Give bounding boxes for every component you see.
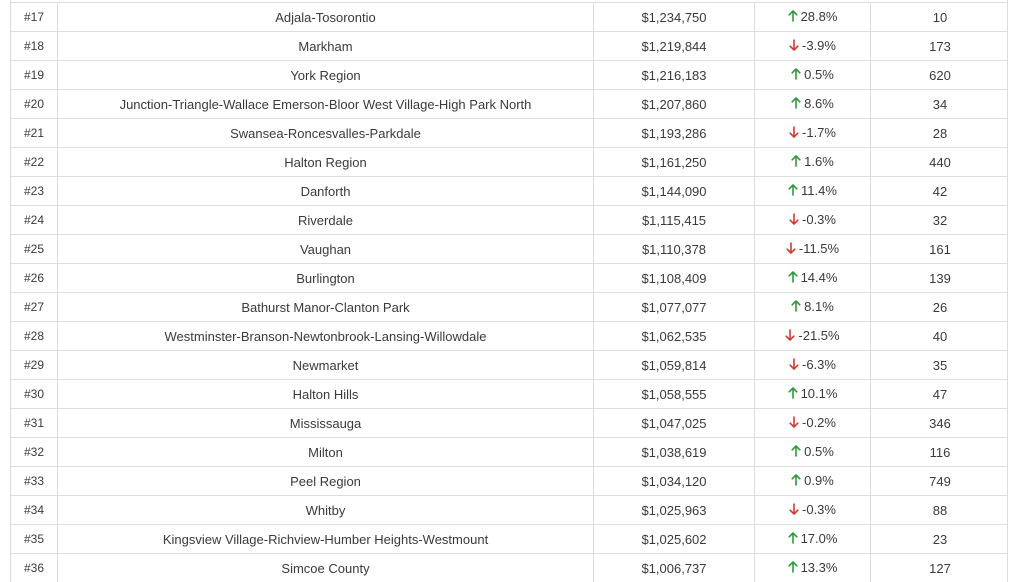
price-change-value: 10.1%: [800, 385, 838, 401]
neighbourhood-name-cell: Whitby: [58, 496, 594, 525]
sales-count-cell: 42: [871, 177, 1009, 206]
rank-cell: #34: [11, 496, 58, 525]
neighbourhood-name-cell: Burlington: [58, 264, 594, 293]
neighbourhood-name-cell: Swansea-Roncesvalles-Parkdale: [58, 119, 594, 148]
rank-cell: #35: [11, 525, 58, 554]
average-price-cell: $1,058,555: [594, 380, 755, 409]
rank-cell: #22: [11, 148, 58, 177]
price-change-cell: [755, 351, 871, 380]
sales-count-cell: 23: [871, 525, 1009, 554]
table-row: [11, 206, 1008, 235]
neighbourhood-name-cell: Riverdale: [58, 206, 594, 235]
arrow-down-icon: [785, 329, 795, 341]
price-change-cell: [755, 293, 871, 322]
arrow-up-icon: [791, 68, 801, 80]
sales-count-cell: 346: [871, 409, 1009, 438]
average-price-cell: $1,193,286: [594, 119, 755, 148]
price-change-cell: [755, 206, 871, 235]
sales-count-cell: 32: [871, 206, 1009, 235]
rank-cell: #32: [11, 438, 58, 467]
sales-count-cell: 161: [871, 235, 1009, 264]
rank-cell: #17: [11, 3, 58, 32]
price-change-cell: [755, 496, 871, 525]
rank-cell: #19: [11, 61, 58, 90]
table-row: [11, 496, 1008, 525]
neighbourhood-name-cell: Newmarket: [58, 351, 594, 380]
arrow-down-icon: [789, 213, 799, 225]
price-change-cell: [755, 322, 871, 351]
price-change-cell: [755, 61, 871, 90]
price-change-value: 17.0%: [800, 530, 838, 546]
price-change-value: 28.8%: [800, 8, 838, 24]
arrow-up-icon: [788, 561, 798, 573]
price-change-value: 0.9%: [804, 472, 834, 488]
arrow-up-icon: [791, 474, 801, 486]
neighbourhood-name-cell: Kingsview Village-Richview-Humber Heights-Westmount: [58, 525, 594, 554]
sales-count-cell: 35: [871, 351, 1009, 380]
price-change-value: 11.4%: [801, 182, 837, 198]
price-change-value: -0.3%: [802, 211, 836, 227]
rank-cell: #28: [11, 322, 58, 351]
sales-count-cell: 440: [871, 148, 1009, 177]
price-change-value: -21.5%: [798, 327, 840, 343]
rank-cell: #23: [11, 177, 58, 206]
arrow-down-icon: [789, 416, 799, 428]
average-price-cell: $1,006,737: [594, 554, 755, 582]
average-price-cell: $1,144,090: [594, 177, 755, 206]
table-row: [11, 438, 1008, 467]
arrow-down-icon: [789, 39, 799, 51]
sales-count-cell: 26: [871, 293, 1009, 322]
neighbourhood-name-cell: Mississauga: [58, 409, 594, 438]
table-row: [11, 293, 1008, 322]
price-change-cell: [755, 438, 871, 467]
table-row: [11, 90, 1008, 119]
average-price-cell: $1,161,250: [594, 148, 755, 177]
sales-count-cell: 749: [871, 467, 1009, 496]
sales-count-cell: 127: [871, 554, 1009, 582]
price-change-value: 14.4%: [800, 269, 838, 285]
neighbourhood-name-cell: Halton Region: [58, 148, 594, 177]
average-price-cell: $1,110,378: [594, 235, 755, 264]
price-change-value: -11.5%: [798, 240, 840, 256]
average-price-cell: $1,077,077: [594, 293, 755, 322]
price-change-cell: [755, 32, 871, 61]
arrow-up-icon: [788, 184, 798, 196]
price-change-value: -0.2%: [802, 414, 836, 430]
table-row: [11, 554, 1008, 582]
neighbourhood-name-cell: Vaughan: [58, 235, 594, 264]
price-change-cell: [755, 554, 871, 582]
sales-count-cell: 40: [871, 322, 1009, 351]
table-row: [11, 351, 1008, 380]
sales-count-cell: 10: [871, 3, 1009, 32]
price-change-value: 1.6%: [804, 153, 834, 169]
price-change-value: 13.3%: [800, 559, 838, 575]
table-row: [11, 177, 1008, 206]
price-change-cell: [755, 3, 871, 32]
price-change-cell: [755, 235, 871, 264]
average-price-cell: $1,047,025: [594, 409, 755, 438]
rank-cell: #31: [11, 409, 58, 438]
price-change-cell: [755, 525, 871, 554]
sales-count-cell: 47: [871, 380, 1009, 409]
arrow-down-icon: [786, 242, 796, 254]
average-price-cell: $1,216,183: [594, 61, 755, 90]
price-change-value: 0.5%: [804, 66, 834, 82]
neighbourhood-name-cell: York Region: [58, 61, 594, 90]
price-change-cell: [755, 148, 871, 177]
arrow-up-icon: [788, 10, 798, 22]
neighbourhood-name-cell: Peel Region: [58, 467, 594, 496]
average-price-cell: $1,207,860: [594, 90, 755, 119]
average-price-cell: $1,034,120: [594, 467, 755, 496]
table-row: [11, 119, 1008, 148]
sales-count-cell: 88: [871, 496, 1009, 525]
price-change-cell: [755, 177, 871, 206]
table-row: [11, 61, 1008, 90]
arrow-up-icon: [788, 271, 798, 283]
table-row: [11, 264, 1008, 293]
rank-cell: #25: [11, 235, 58, 264]
average-price-cell: $1,108,409: [594, 264, 755, 293]
sales-count-cell: 139: [871, 264, 1009, 293]
table-row: [11, 322, 1008, 351]
rank-cell: #27: [11, 293, 58, 322]
arrow-up-icon: [788, 532, 798, 544]
rank-cell: #26: [11, 264, 58, 293]
price-change-value: -0.3%: [802, 501, 836, 517]
neighbourhood-name-cell: Simcoe County: [58, 554, 594, 582]
arrow-down-icon: [789, 358, 799, 370]
ranking-table: [11, 2, 1008, 582]
table-row: [11, 3, 1008, 32]
arrow-up-icon: [791, 445, 801, 457]
table-row: [11, 409, 1008, 438]
arrow-down-icon: [789, 126, 799, 138]
ranking-table-container: [10, 0, 1008, 582]
sales-count-cell: 116: [871, 438, 1009, 467]
table-row: [11, 525, 1008, 554]
average-price-cell: $1,115,415: [594, 206, 755, 235]
price-change-value: -1.7%: [802, 124, 836, 140]
ranking-table-body: [11, 3, 1008, 582]
price-change-cell: [755, 119, 871, 148]
price-change-value: 0.5%: [804, 443, 834, 459]
sales-count-cell: 34: [871, 90, 1009, 119]
table-row: [11, 235, 1008, 264]
price-change-cell: [755, 409, 871, 438]
rank-cell: #30: [11, 380, 58, 409]
arrow-up-icon: [791, 97, 801, 109]
price-change-cell: [755, 467, 871, 496]
table-row: [11, 32, 1008, 61]
neighbourhood-name-cell: Milton: [58, 438, 594, 467]
table-row: [11, 467, 1008, 496]
table-row: [11, 380, 1008, 409]
price-change-cell: [755, 380, 871, 409]
price-change-cell: [755, 90, 871, 119]
arrow-up-icon: [791, 155, 801, 167]
table-row: [11, 148, 1008, 177]
neighbourhood-name-cell: Adjala-Tosorontio: [58, 3, 594, 32]
neighbourhood-name-cell: Halton Hills: [58, 380, 594, 409]
average-price-cell: $1,025,602: [594, 525, 755, 554]
sales-count-cell: 620: [871, 61, 1009, 90]
average-price-cell: $1,025,963: [594, 496, 755, 525]
rank-cell: #24: [11, 206, 58, 235]
sales-count-cell: 28: [871, 119, 1009, 148]
arrow-up-icon: [791, 300, 801, 312]
price-change-value: 8.6%: [804, 95, 834, 111]
arrow-down-icon: [789, 503, 799, 515]
neighbourhood-name-cell: Markham: [58, 32, 594, 61]
average-price-cell: $1,038,619: [594, 438, 755, 467]
rank-cell: #36: [11, 554, 58, 582]
rank-cell: #33: [11, 467, 58, 496]
average-price-cell: $1,219,844: [594, 32, 755, 61]
rank-cell: #18: [11, 32, 58, 61]
arrow-up-icon: [788, 387, 798, 399]
price-change-value: -3.9%: [802, 37, 836, 53]
sales-count-cell: 173: [871, 32, 1009, 61]
price-change-value: 8.1%: [804, 298, 834, 314]
neighbourhood-name-cell: Westminster-Branson-Newtonbrook-Lansing-Willowdale: [58, 322, 594, 351]
price-change-value: -6.3%: [802, 356, 836, 372]
neighbourhood-name-cell: Danforth: [58, 177, 594, 206]
price-change-cell: [755, 264, 871, 293]
rank-cell: #29: [11, 351, 58, 380]
average-price-cell: $1,062,535: [594, 322, 755, 351]
average-price-cell: $1,234,750: [594, 3, 755, 32]
neighbourhood-name-cell: Bathurst Manor-Clanton Park: [58, 293, 594, 322]
rank-cell: #20: [11, 90, 58, 119]
average-price-cell: $1,059,814: [594, 351, 755, 380]
neighbourhood-name-cell: Junction-Triangle-Wallace Emerson-Bloor West Village-High Park North: [58, 90, 594, 119]
rank-cell: #21: [11, 119, 58, 148]
